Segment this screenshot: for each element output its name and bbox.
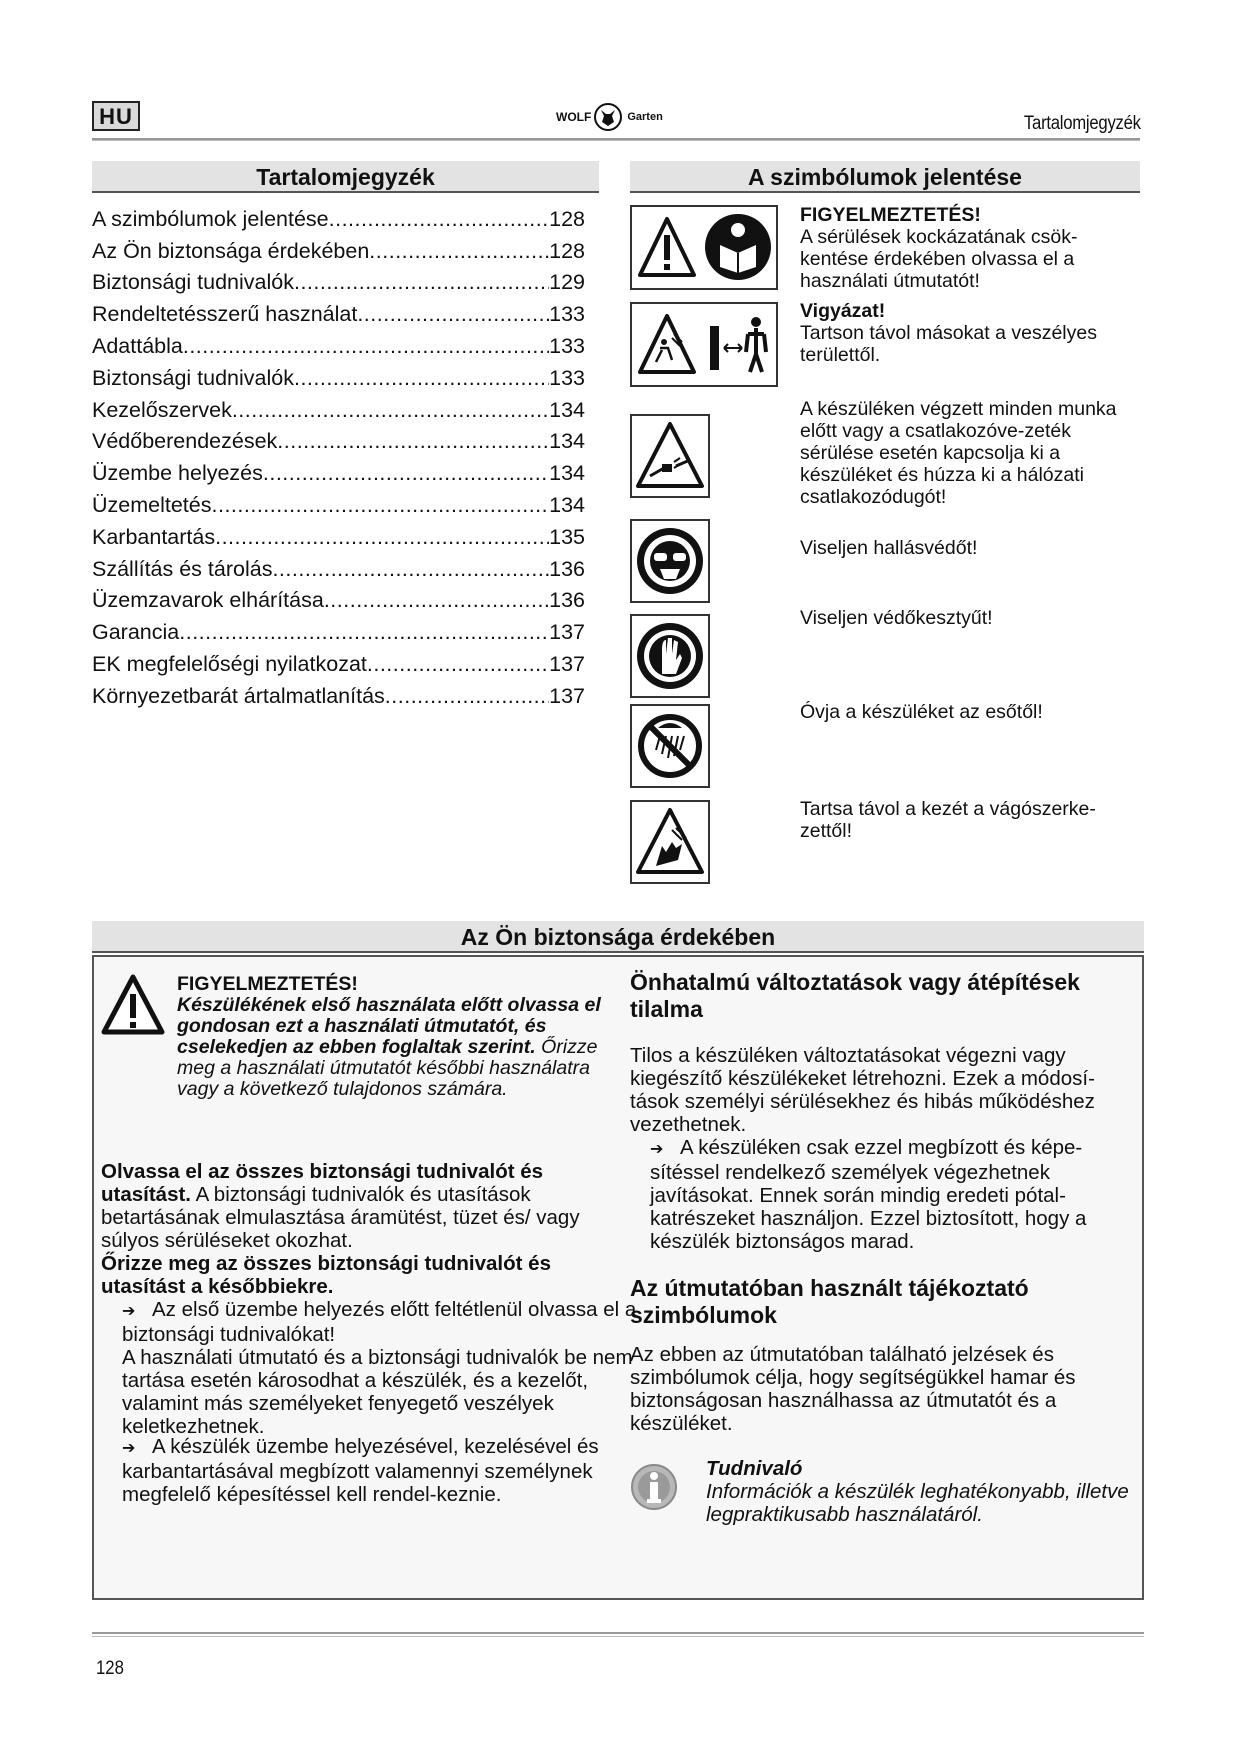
toc-entry[interactable] <box>92 200 585 232</box>
brand-logo <box>556 100 663 134</box>
toc-entry[interactable] <box>92 677 585 709</box>
toc-entry-label: Környezetbarát ártalmatlanítás <box>92 683 385 708</box>
bullet-1-continuation: A használati útmutató és a biztonsági tudnivalók be nem tartása esetén károsodhat a készülék, és a kezelőt, valamint más személyeket fenyegető veszélyek keletkezhetnek. <box>122 1346 633 1438</box>
toc-leader-dots <box>294 366 549 391</box>
read-all-instructions <box>101 1160 626 1298</box>
no-rain-icon <box>632 706 708 786</box>
warning-rest-text: Őrizze meg a használati útmutatót későbbi használatra vagy a következő tulajdonos számára. <box>177 1036 598 1100</box>
note-heading: Tudnivaló <box>706 1457 803 1480</box>
toc-entry[interactable] <box>92 295 585 327</box>
toc-entry-page: 134 <box>549 397 585 422</box>
symbol-5-body: Viseljen védőkesztyűt! <box>800 607 993 629</box>
arrow-right-icon: ➔ <box>650 1141 664 1158</box>
toc-leader-dots <box>179 620 549 645</box>
symbol-2-heading: Vigyázat! <box>800 300 886 322</box>
toc-entry-label: Szállítás és tárolás <box>92 556 273 581</box>
gloves-symbol <box>630 614 710 698</box>
symbol-7-body: Tartsa távol a kezét a vágószerke-zettől! <box>800 798 1096 842</box>
bullet-1-text: Az első üzembe helyezés előtt feltétlenül olvassa el a biztonsági tudnivalókat! <box>122 1298 637 1346</box>
toc-entry[interactable] <box>92 454 585 486</box>
toc-entry-label: A szimbólumok jelentése <box>92 206 329 231</box>
warning-triangle-icon <box>100 972 166 1036</box>
thrown-object-warning-icon <box>640 316 694 372</box>
symbol-1-body: A sérülések kockázatának csök-kentése érdekében olvassa el a használati útmutatót! <box>800 226 1078 292</box>
toc-entry-label: Üzembe helyezés <box>92 461 263 486</box>
page-number: 128 <box>96 1658 124 1679</box>
toc-title: Tartalomjegyzék <box>92 161 599 193</box>
arrow-right-icon: ➔ <box>122 1440 136 1457</box>
symbol-1-text <box>800 204 1120 292</box>
toc-entry-label: Karbantartás <box>92 524 216 549</box>
note-text: Információk a készülék leghatékonyabb, illetve legpraktikusabb használatáról. <box>706 1480 1129 1526</box>
repair-bullet-text: A készüléken csak ezzel megbízott és képe-sítéssel rendelkező személyek végezhetnek javításokat. Ennek során mindig eredeti pótal-katrészeket használjon. Ezzel biztosított, hogy a készülék biztonságos marad. <box>650 1136 1087 1253</box>
toc-entry[interactable] <box>92 486 585 518</box>
repair-bullet <box>650 1136 1130 1253</box>
toc-entry[interactable] <box>92 264 585 296</box>
bullet-2-text: A készülék üzembe helyezésével, kezelésével és karbantartásával megbízott valamennyi személynek megfelelő képesítéssel kell rendel-keznie. <box>122 1435 599 1506</box>
warning-block <box>177 974 617 1100</box>
toc-entry-label: Üzemzavarok elhárítása <box>92 588 324 613</box>
p2-bold: Őrizze meg az összes biztonsági tudnivalót és utasítást a későbbiekre. <box>101 1252 551 1298</box>
toc-entry-label: Adattábla <box>92 333 183 358</box>
toc-entry-label: Rendeltetésszerű használat <box>92 302 358 327</box>
toc-entry-page: 134 <box>549 492 585 517</box>
unplug-before-work-symbol <box>630 414 710 498</box>
protect-from-rain-symbol <box>630 704 710 788</box>
safety-distance-icon <box>710 317 766 372</box>
info-symbols-text: Az ebben az útmutatóban található jelzések és szimbólumok célja, hogy segítségükkel hamar és biztonságosan használhassa az útmutatót és a készüléket. <box>630 1343 1076 1435</box>
toc-entry[interactable] <box>92 423 585 455</box>
no-modifications-text: Tilos a készüléken változtatásokat végezni vagy kiegészítő készülékeket létrehozni. Ezek a módosí-tások személyi sérülésekhez és hibás működéshez vezethetnek. <box>630 1044 1095 1136</box>
toc-entry-page: 133 <box>549 365 585 390</box>
toc-leader-dots <box>263 461 549 486</box>
symbol-6-body: Óvja a készüléket az esőtől! <box>800 701 1043 723</box>
running-header-title: Tartalomjegyzék <box>1024 113 1141 134</box>
toc-entry[interactable] <box>92 550 585 582</box>
toc-entry[interactable] <box>92 391 585 423</box>
toc-entry-label: Biztonsági tudnivalók <box>92 365 294 390</box>
toc-entry-page: 134 <box>549 429 585 454</box>
hand-cutting-warning-symbol <box>630 800 710 884</box>
toc-leader-dots <box>329 207 550 232</box>
info-symbols-heading: Az útmutatóban használt tájékoztató szimbólumok <box>630 1275 1029 1328</box>
read-manual-icon <box>705 214 771 280</box>
toc-entry-page: 133 <box>549 302 585 327</box>
protective-gloves-icon <box>632 616 708 696</box>
warning-triangle-icon <box>640 219 694 275</box>
warning-bold-text: Készülékének első használata előtt olvassa el gondosan ezt a használati útmutatót, és cselekedjen az ebben foglaltak szerint. <box>177 994 601 1058</box>
note-block <box>706 1457 1136 1526</box>
toc-entry-page: 128 <box>549 206 585 231</box>
toc-entry-label: Védőberendezések <box>92 429 278 454</box>
symbol-2-body: Tartson távol másokat a veszélyes területtől. <box>800 322 1097 366</box>
toc-entry-page: 129 <box>549 270 585 295</box>
ear-protection-symbol <box>630 519 710 603</box>
toc-entry-label: Az Ön biztonsága érdekében <box>92 238 370 263</box>
toc-leader-dots <box>272 557 549 582</box>
toc-leader-dots <box>183 334 549 359</box>
p1-rest: A biztonsági tudnivalók és utasítások betartásának elmulasztása áramütést, tüzet és/ vagy súlyos sérüléseket okozhat. <box>101 1183 580 1252</box>
toc-leader-dots <box>294 270 549 295</box>
toc-entry[interactable] <box>92 359 585 391</box>
toc-leader-dots <box>385 684 549 709</box>
toc-entry-label: Biztonsági tudnivalók <box>92 270 294 295</box>
table-of-contents <box>92 200 585 709</box>
toc-leader-dots <box>324 588 549 613</box>
wolf-head-icon <box>593 102 623 132</box>
toc-entry[interactable] <box>92 232 585 264</box>
bullet-1 <box>122 1298 642 1438</box>
toc-entry[interactable] <box>92 518 585 550</box>
symbols-title: A szimbólumok jelentése <box>630 161 1140 193</box>
toc-entry[interactable] <box>92 613 585 645</box>
logo-text-right: Garten <box>627 111 663 123</box>
toc-leader-dots <box>212 493 550 518</box>
toc-entry-page: 136 <box>549 556 585 581</box>
toc-leader-dots <box>367 652 549 677</box>
toc-entry-page: 137 <box>549 651 585 676</box>
keep-others-away-symbol <box>630 302 778 387</box>
toc-entry-page: 133 <box>549 333 585 358</box>
toc-entry-label: Üzemeltetés <box>92 492 212 517</box>
warning-heading: FIGYELMEZTETÉS! <box>177 973 358 995</box>
header-divider <box>92 138 1140 141</box>
toc-leader-dots <box>369 239 549 264</box>
logo-text-left: WOLF <box>556 110 592 124</box>
footer-divider <box>92 1632 1144 1637</box>
toc-leader-dots <box>277 429 549 454</box>
warning-read-manual-symbol <box>630 205 778 290</box>
symbol-3-body: A készüléken végzett minden munka előtt vagy a csatlakozóve-zeték sérülése esetén kapcsolja ki a készüléket és húzza ki a hálózati csatlakozódugót! <box>800 398 1117 508</box>
toc-entry[interactable] <box>92 645 585 677</box>
toc-entry-label: Garancia <box>92 620 180 645</box>
toc-entry-label: EK megfelelőségi nyilatkozat <box>92 651 367 676</box>
bullet-2 <box>122 1435 612 1506</box>
symbol-4-body: Viseljen hallásvédőt! <box>800 537 978 559</box>
toc-leader-dots <box>357 302 549 327</box>
toc-entry-label: Kezelőszervek <box>92 397 232 422</box>
unplug-warning-icon <box>632 416 708 496</box>
arrow-right-icon: ➔ <box>122 1303 136 1320</box>
toc-entry-page: 134 <box>549 461 585 486</box>
toc-entry-page: 137 <box>549 620 585 645</box>
toc-entry-page: 136 <box>549 588 585 613</box>
safety-title: Az Ön biztonsága érdekében <box>92 921 1144 953</box>
toc-leader-dots <box>232 398 549 423</box>
p1-bold: Olvassa el az összes biztonsági tudnivalót és utasítást. <box>101 1160 544 1206</box>
language-badge: HU <box>92 101 140 131</box>
toc-entry-page: 137 <box>549 683 585 708</box>
symbol-1-heading: FIGYELMEZTETÉS! <box>800 204 981 226</box>
ear-eye-protection-icon <box>632 521 708 601</box>
symbol-2-text <box>800 300 1120 366</box>
toc-entry-page: 128 <box>549 238 585 263</box>
hand-cut-warning-icon <box>632 802 708 882</box>
toc-entry[interactable] <box>92 327 585 359</box>
info-icon <box>630 1461 678 1513</box>
no-modifications-heading: Önhatalmú változtatások vagy átépítések tilalma <box>630 969 1080 1022</box>
toc-entry-page: 135 <box>549 524 585 549</box>
toc-entry[interactable] <box>92 582 585 614</box>
toc-leader-dots <box>215 525 549 550</box>
